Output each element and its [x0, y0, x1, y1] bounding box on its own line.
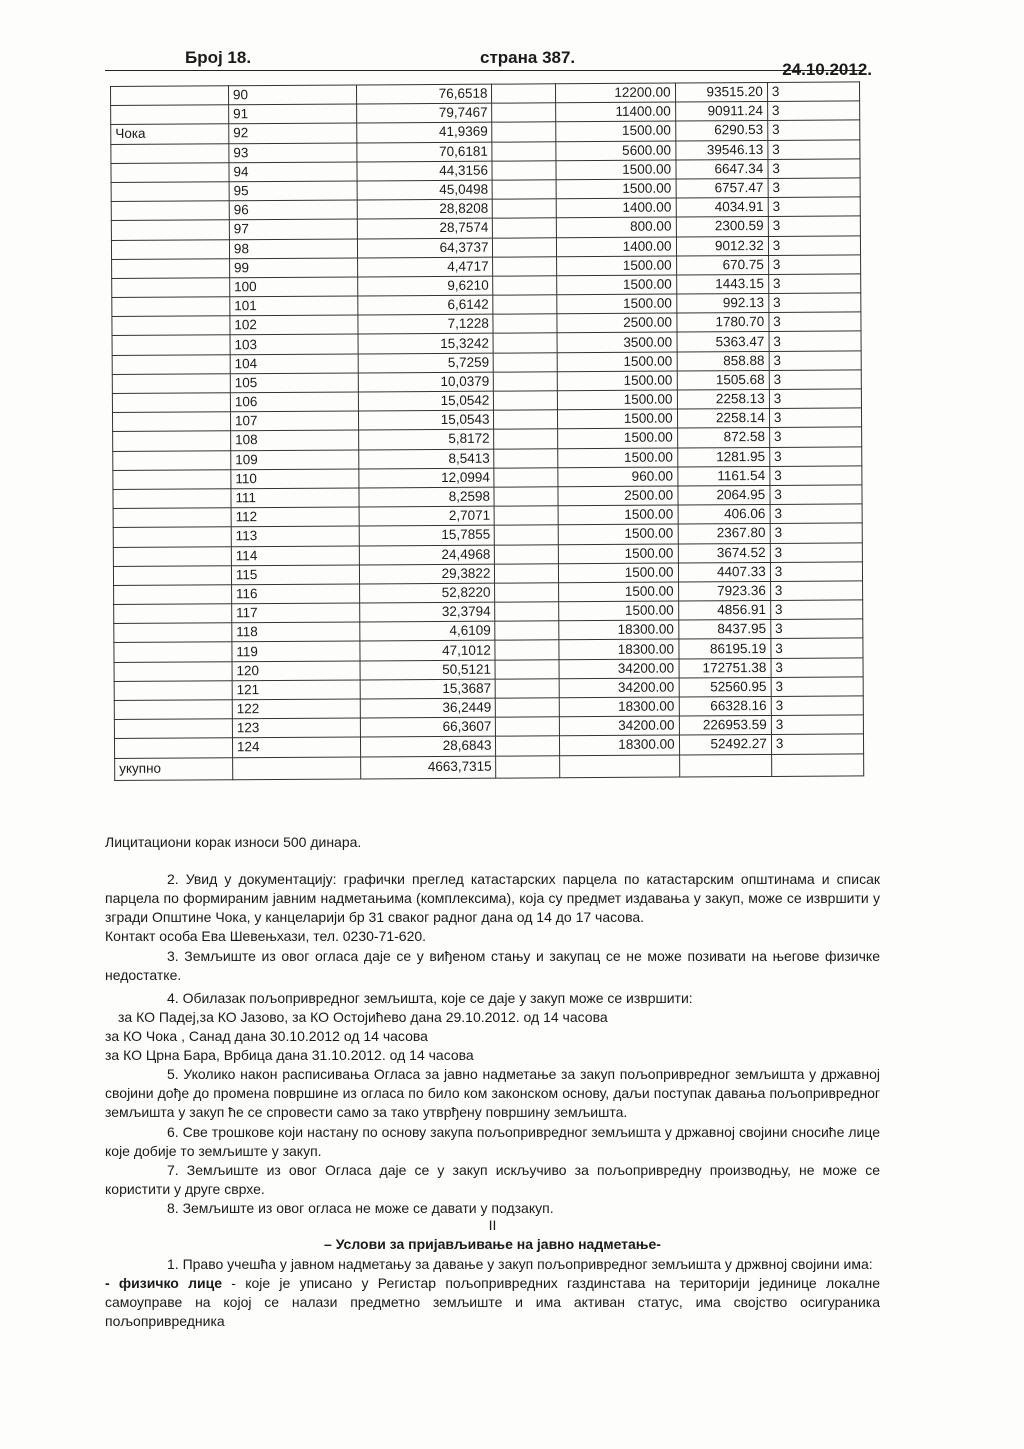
table-cell	[493, 218, 557, 238]
bid-step-text: Лицитациони корак износи 500 динара.	[105, 834, 362, 850]
table-cell: 858.88	[677, 351, 769, 371]
table-cell: 3	[767, 101, 859, 121]
table-cell: 1500.00	[559, 505, 678, 525]
table-cell	[493, 333, 557, 353]
parcel-table	[110, 81, 864, 780]
table-cell: 28,7574	[357, 218, 492, 238]
table-cell	[494, 391, 558, 411]
table-cell: 15,0543	[359, 410, 494, 430]
table-cell: 3	[768, 255, 860, 275]
table-cell: 66,3607	[360, 717, 495, 737]
paragraph-5: 5. Уколико након расписивања Огласа за јавно надметање за закуп пољопривредног земљишта у државној својини дође до промена површине из огласа по било ком законском основу, даљи поступак давања пољопривредног земљишта у закуп ће се спровести само за тако утврђену површину земљишта.	[105, 1066, 880, 1120]
table-cell: 36,2449	[360, 698, 495, 718]
table-cell: 1500.00	[558, 390, 677, 410]
condition-1a	[105, 1274, 880, 1331]
table-cell	[113, 431, 231, 451]
table-cell: 44,3156	[357, 161, 492, 181]
table-cell: 8,5413	[359, 449, 494, 469]
table-cell	[112, 316, 230, 336]
table-cell: 3	[770, 523, 862, 543]
table-cell	[495, 525, 559, 545]
table-cell	[112, 258, 230, 278]
table-cell: 3	[769, 389, 861, 409]
table-cell: 122	[232, 699, 360, 719]
table-cell: 1500.00	[557, 275, 676, 295]
table-cell	[495, 621, 559, 641]
table-cell	[113, 565, 231, 585]
table-cell: 3	[771, 658, 863, 678]
table-cell: 1500.00	[556, 121, 675, 141]
condition-1a-text: - које је уписано у Регистар пољопривредних газдинстава на територији јединице локалне самоуправе на којој се налази предметно земљиште и има активан статус, има својство осигураника пољопривредника	[105, 1275, 880, 1329]
table-cell	[114, 623, 232, 643]
table-cell: 1400.00	[557, 237, 676, 257]
table-cell: 107	[230, 411, 358, 431]
table-cell: 3	[771, 696, 863, 716]
table-cell: 226953.59	[679, 716, 771, 736]
table-cell	[112, 335, 230, 355]
table-cell	[492, 161, 556, 181]
table-cell: 1443.15	[676, 274, 768, 294]
table-cell	[495, 583, 559, 603]
table-cell	[492, 141, 556, 161]
table-cell: 8,2598	[359, 487, 494, 507]
table-cell: 670.75	[676, 255, 768, 275]
paragraph-7: 7. Земљиште из овог Огласа даје се у закуп искључиво за пољопривредну производњу, не може се користити у друге сврхе.	[105, 1162, 880, 1197]
table-cell: 3	[768, 274, 860, 294]
visit-schedule-1: за КО Падеј,за КО Јазово, за КО Остојићево дана 29.10.2012. од 14 часова	[118, 1009, 608, 1025]
table-cell: 1500.00	[558, 371, 677, 391]
table-cell: 109	[231, 450, 359, 470]
table-cell: 800.00	[557, 217, 676, 237]
condition-1: 1. Право учешћа у јавном надметању за давање у закуп пољопривредног земљишта у држвној својини има:	[167, 1256, 873, 1272]
table-cell: 3	[769, 351, 861, 371]
table-cell: 5,7259	[358, 353, 493, 373]
table-cell	[495, 640, 559, 660]
issue-date: 24.10.2012.	[782, 60, 872, 79]
table-cell	[114, 700, 232, 720]
table-cell: 3	[770, 504, 862, 524]
table-cell: 50,5121	[360, 660, 495, 680]
table-cell: 3	[770, 485, 862, 505]
table-cell: 1500.00	[558, 409, 677, 429]
table-cell	[493, 295, 557, 315]
table-cell	[494, 468, 558, 488]
table-cell: 123	[232, 718, 360, 738]
table-cell	[111, 143, 229, 163]
table-cell: 114	[231, 545, 359, 565]
table-cell: 64,3737	[358, 238, 493, 258]
table-cell: 3	[768, 159, 860, 179]
table-cell	[494, 352, 558, 372]
table-cell	[111, 201, 229, 221]
table-cell: 3	[770, 562, 862, 582]
total-cell: 4663,7315	[361, 756, 496, 779]
table-cell: 3	[771, 619, 863, 639]
table-cell: 3	[768, 120, 860, 140]
table-cell: 104	[230, 354, 358, 374]
table-cell	[112, 278, 230, 298]
table-cell: 34200.00	[560, 716, 679, 736]
table-cell	[492, 122, 556, 142]
table-cell	[112, 412, 230, 432]
table-cell	[493, 276, 557, 296]
table-cell: 8437.95	[678, 620, 770, 640]
table-cell: 12200.00	[556, 83, 675, 103]
table-cell: 52,8220	[360, 583, 495, 603]
table-cell: 45,0498	[357, 180, 492, 200]
table-cell: 93	[229, 143, 357, 163]
table-cell: 1281.95	[677, 447, 769, 467]
table-cell: 1500.00	[559, 544, 678, 564]
table-cell	[494, 410, 558, 430]
table-cell: 120	[232, 661, 360, 681]
table-cell: 9,6210	[358, 276, 493, 296]
table-cell: 1400.00	[557, 198, 676, 218]
table-cell: 18300.00	[560, 735, 679, 755]
table-cell	[113, 546, 231, 566]
table-cell: 3	[768, 235, 860, 255]
table-cell: 3674.52	[678, 543, 770, 563]
table-cell: 1505.68	[677, 370, 769, 390]
table-cell: 76,6518	[357, 84, 492, 104]
table-cell: 3	[770, 542, 862, 562]
table-cell	[114, 585, 232, 605]
table-cell: 1500.00	[558, 448, 677, 468]
table-cell	[494, 487, 558, 507]
condition-1a-lead: - физичко лице	[105, 1275, 223, 1291]
table-cell	[492, 84, 556, 104]
table-cell: 117	[232, 603, 360, 623]
table-cell: 5363.47	[677, 332, 769, 352]
table-cell: 41,9369	[357, 123, 492, 143]
table-cell: 2300.59	[676, 217, 768, 237]
table-cell: 1780.70	[676, 313, 768, 333]
table-cell: 96	[229, 200, 357, 220]
table-cell: 960.00	[558, 467, 677, 487]
visit-schedule-3: за КО Црна Бара, Врбица дана 31.10.2012. од 14 часова	[105, 1047, 474, 1063]
table-cell: 2258.13	[677, 389, 769, 409]
table-cell: 2500.00	[557, 313, 676, 333]
paragraph-3: 3. Земљиште из овог огласа даје се у виђеном стању и закупац се не може позивати на његове физичке недостатке.	[105, 948, 880, 983]
table-cell	[493, 199, 557, 219]
total-row	[115, 753, 864, 780]
table-cell: 90911.24	[675, 102, 767, 122]
table-cell: 992.13	[676, 294, 768, 314]
table-cell: 1500.00	[559, 582, 678, 602]
table-cell: 116	[231, 584, 359, 604]
table-cell	[493, 314, 557, 334]
table-cell: 18300.00	[559, 639, 678, 659]
table-cell: 111	[231, 488, 359, 508]
paragraph-2: 2. Увид у документацију: графички преглед катастарских парцела по катастарским општинама и списак парцела по формираним јавним надметањима (комплексима), која су предмет издавања у закуп, може се извршити у згради Општине Чока, у канцеларији бр 31 сваког радног дана од 14 до 17 часова.	[105, 871, 880, 925]
table-cell	[113, 508, 231, 528]
table-cell: 24,4968	[359, 545, 494, 565]
table-cell: 102	[230, 315, 358, 335]
table-cell: 18300.00	[559, 620, 678, 640]
table-cell: 121	[232, 680, 360, 700]
table-cell	[113, 527, 231, 547]
page-number: страна 387.	[480, 48, 576, 67]
table-cell: 2367.80	[678, 524, 770, 544]
table-cell	[496, 698, 560, 718]
table-cell: 113	[231, 526, 359, 546]
table-cell: 3	[769, 293, 861, 313]
table-cell: 3	[768, 197, 860, 217]
table-cell: 3	[770, 600, 862, 620]
table-cell: 106	[230, 392, 358, 412]
table-cell	[113, 489, 231, 509]
table-cell: 3	[769, 408, 861, 428]
table-cell: 1500.00	[559, 601, 678, 621]
table-cell: 11400.00	[556, 102, 675, 122]
table-cell: 15,3242	[358, 334, 493, 354]
table-cell: 34200.00	[559, 659, 678, 679]
table-cell: 406.06	[678, 505, 770, 525]
issue-number: Број 18.	[185, 48, 252, 67]
table-cell	[113, 470, 231, 490]
total-cell	[233, 757, 361, 780]
table-cell: 2064.95	[678, 485, 770, 505]
table-cell	[114, 719, 232, 739]
table-cell: 3	[771, 734, 863, 754]
table-cell: 872.58	[677, 428, 769, 448]
table-cell: 28,8208	[357, 199, 492, 219]
section-number: II	[488, 1217, 497, 1233]
table-cell	[493, 180, 557, 200]
table-cell: 3	[769, 312, 861, 332]
table-cell: 92	[229, 123, 357, 143]
table-cell: 3	[769, 427, 861, 447]
table-cell: 10,0379	[358, 372, 493, 392]
table-cell: 6647.34	[676, 159, 768, 179]
table-cell: 1500.00	[559, 563, 678, 583]
table-cell: 52492.27	[679, 735, 771, 755]
table-cell: 90	[228, 85, 356, 105]
table-cell: 1161.54	[677, 466, 769, 486]
table-cell: 3	[768, 216, 860, 236]
table-cell: 99	[229, 258, 357, 278]
total-cell	[771, 753, 863, 776]
table-cell: 18300.00	[560, 697, 679, 717]
table-cell	[492, 103, 556, 123]
table-cell: 39546.13	[675, 140, 767, 160]
table-cell: 79,7467	[357, 103, 492, 123]
table-cell: 4407.33	[678, 562, 770, 582]
table-cell	[496, 736, 560, 756]
table-cell: 105	[230, 373, 358, 393]
table-cell: 4,4717	[358, 257, 493, 277]
table-cell	[112, 374, 230, 394]
table-cell	[114, 738, 232, 758]
table-cell: 115	[231, 565, 359, 585]
table-cell: 6757.47	[676, 178, 768, 198]
total-cell	[679, 754, 771, 777]
table-cell	[493, 237, 557, 257]
table-cell: 9012.32	[676, 236, 768, 256]
table-cell: 4,6109	[360, 621, 495, 641]
table-cell: 29,3822	[360, 564, 495, 584]
contact-line: Контакт особа Ева Шевењхази, тел. 0230-71-620.	[105, 928, 427, 944]
table-cell	[111, 239, 229, 259]
table-cell: Чока	[111, 124, 229, 144]
table-cell: 3	[771, 677, 863, 697]
table-cell: 3	[770, 581, 862, 601]
table-cell: 119	[232, 641, 360, 661]
table-cell: 1500.00	[557, 179, 676, 199]
table-cell	[112, 297, 230, 317]
visit-schedule-2: за КО Чока , Санад дана 30.10.2012 од 14 часова	[105, 1028, 428, 1044]
table-cell: 1500.00	[559, 524, 678, 544]
table-cell: 66328.16	[679, 696, 771, 716]
paragraph-6: 6. Све трошкове који настану по основу закупа пољопривредног земљишта у државној својини сносиће лице које добије то земљиште у закуп.	[105, 1124, 880, 1159]
table-cell: 6,6142	[358, 295, 493, 315]
table-cell: 112	[231, 507, 359, 527]
table-cell	[114, 681, 232, 701]
table-cell: 7,1228	[358, 314, 493, 334]
table-cell: 1500.00	[556, 160, 675, 180]
table-cell	[494, 448, 558, 468]
table-cell: 52560.95	[679, 677, 771, 697]
table-cell: 5600.00	[556, 141, 675, 161]
table-cell: 4856.91	[678, 601, 770, 621]
table-cell: 118	[232, 622, 360, 642]
table-cell: 15,7855	[359, 525, 494, 545]
table-cell: 3	[768, 178, 860, 198]
table-cell: 1500.00	[557, 294, 676, 314]
table-cell	[495, 659, 559, 679]
table-cell	[112, 354, 230, 374]
table-cell	[494, 429, 558, 449]
table-cell: 15,0542	[358, 391, 493, 411]
table-cell: 100	[230, 277, 358, 297]
table-cell: 3	[771, 715, 863, 735]
table-cell	[495, 563, 559, 583]
table-cell: 2258.14	[677, 409, 769, 429]
table-cell	[496, 717, 560, 737]
table-cell: 3	[767, 82, 859, 102]
table-cell: 3	[769, 331, 861, 351]
table-cell: 94	[229, 162, 357, 182]
table-cell: 91	[229, 104, 357, 124]
table-cell: 172751.38	[679, 658, 771, 678]
table-cell: 103	[230, 334, 358, 354]
table-cell	[114, 642, 232, 662]
table-cell	[114, 604, 232, 624]
table-cell	[111, 86, 229, 106]
table-cell	[495, 544, 559, 564]
table-cell	[114, 661, 232, 681]
table-cell	[113, 450, 231, 470]
table-cell: 3	[768, 139, 860, 159]
table-cell: 34200.00	[560, 678, 679, 698]
table-cell: 28,6843	[361, 737, 496, 757]
table-cell: 5,8172	[359, 430, 494, 450]
section-title: – Услови за пријављивање на јавно надметање-	[324, 1236, 661, 1252]
table-cell: 6290.53	[675, 121, 767, 141]
table-cell: 3500.00	[557, 332, 676, 352]
table-cell: 101	[230, 296, 358, 316]
table-cell: 3	[769, 370, 861, 390]
table-cell: 93515.20	[675, 82, 767, 102]
table-cell: 3	[771, 638, 863, 658]
table-cell: 47,1012	[360, 641, 495, 661]
total-cell	[560, 755, 679, 778]
total-cell: укупно	[115, 757, 233, 780]
table-cell	[493, 256, 557, 276]
table-cell	[496, 679, 560, 699]
table-cell	[112, 393, 230, 413]
total-cell	[496, 755, 560, 777]
table-cell	[495, 506, 559, 526]
table-cell: 97	[229, 219, 357, 239]
table-cell	[111, 105, 229, 125]
table-cell: 32,3794	[360, 602, 495, 622]
table-cell: 70,6181	[357, 142, 492, 162]
table-cell: 2,7071	[359, 506, 494, 526]
table-cell: 15,3687	[360, 679, 495, 699]
table-cell: 110	[231, 469, 359, 489]
paragraph-4: 4. Обилазак пољопривредног земљишта, које се даје у закуп може се извршити:	[167, 990, 693, 1006]
table-cell: 3	[770, 466, 862, 486]
table-cell: 2500.00	[558, 486, 677, 506]
page-header	[105, 44, 872, 79]
table-cell: 4034.91	[676, 198, 768, 218]
table-cell: 1500.00	[558, 352, 677, 372]
table-cell: 3	[770, 446, 862, 466]
table-cell: 12,0994	[359, 468, 494, 488]
paragraph-8: 8. Земљиште из овог огласа не може се давати у подзакуп.	[167, 1200, 554, 1216]
table-cell: 108	[231, 430, 359, 450]
table-cell: 1500.00	[558, 428, 677, 448]
table-cell: 86195.19	[678, 639, 770, 659]
table-cell	[494, 372, 558, 392]
table-cell	[111, 182, 229, 202]
table-cell	[111, 163, 229, 183]
table-cell	[495, 602, 559, 622]
table-cell: 7923.36	[678, 581, 770, 601]
table-cell: 124	[232, 737, 360, 757]
table-cell	[111, 220, 229, 240]
table-cell: 98	[229, 238, 357, 258]
table-cell: 95	[229, 181, 357, 201]
table-cell: 1500.00	[557, 256, 676, 276]
